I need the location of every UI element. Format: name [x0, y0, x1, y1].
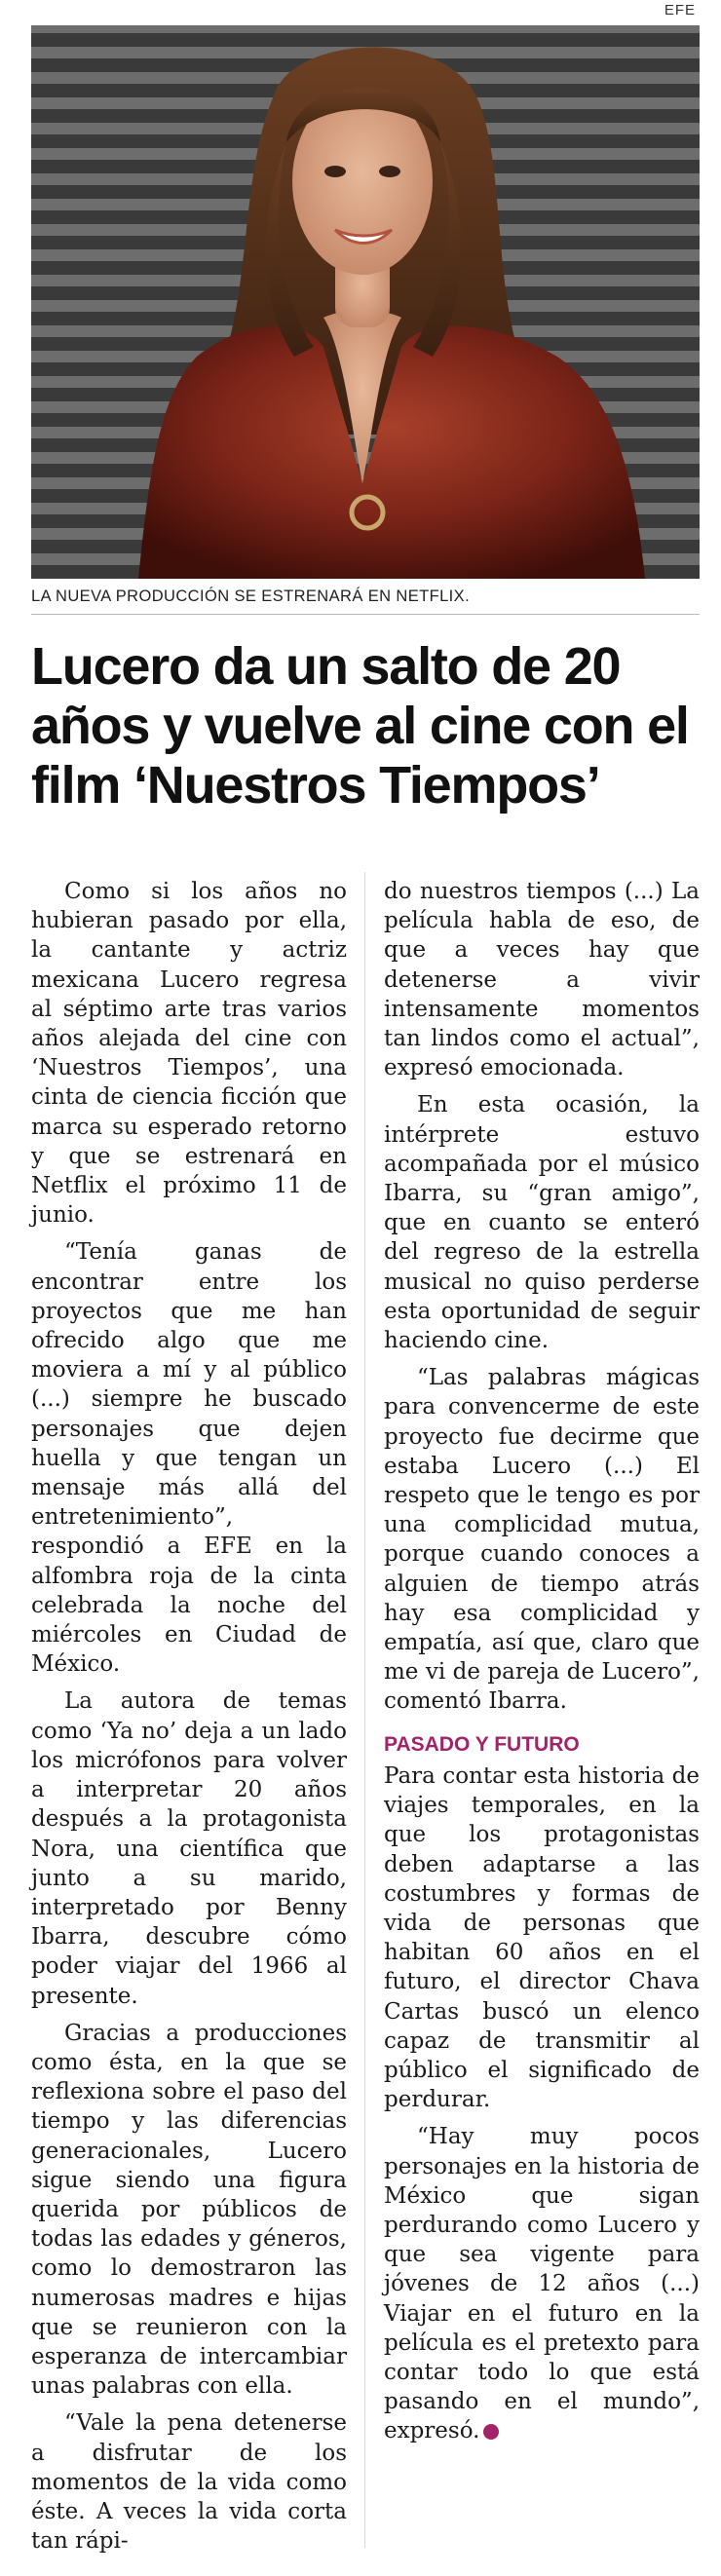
paragraph: En esta ocasión, la intérprete estuvo acompañada por el músico Ibarra, su “gran amigo”, que en cuanto se enteró del regreso de la estrella musical no quiso perderse esta oportunidad de seguir haciendo cine. [384, 1092, 700, 1354]
photo-caption: LA NUEVA PRODUCCIÓN SE ESTRENARÁ EN NETFLIX. [31, 587, 471, 605]
section-subhead: PASADO Y FUTURO [384, 1732, 580, 1756]
article-photo [31, 25, 700, 579]
paragraph: “Las palabras mágicas para convencerme de este proyecto fue decirme que estaba Lucero (...) El respeto que le tengo es por una complicidad mutua, porque cuando conoces a alguien de tiempo atrás hay esa complicidad y empatía, así que, claro que me vi de pareja de Lucero”, comentó Ibarra. [384, 1365, 700, 1715]
paragraph: “Tenía ganas de encontrar entre los proyectos que me han ofrecido algo que me moviera a mí y al público (...) siempre he buscado personajes que dejen huella y que tengan un mensaje más allá del entretenimiento”, respondió a EFE en la alfombra roja de la cinta celebrada la noche del miércoles en Ciudad de México. [31, 1239, 347, 1678]
article-column-left [31, 877, 347, 2563]
paragraph: La autora de temas como ‘Ya no’ deja a un lado los micrófonos para volver a interpretar 20 años después a la protagonista Nora, una científica que junto a su marido, interpretado por Benny Ibarra, descubre cómo poder viajar del 1966 al presente. [31, 1688, 347, 2009]
paragraph: Gracias a producciones como ésta, en la que se reflexiona sobre el paso del tiempo y las diferencias generacionales, Lucero sigue siendo una figura querida por públicos de todas las edades y géneros, como lo demostraron las numerosas madres e hijas que se reunieron con la esperanza de intercambiar unas palabras con ella. [31, 2020, 347, 2400]
caption-rule [31, 614, 700, 615]
paragraph [384, 2122, 700, 2445]
column-divider [364, 872, 365, 2548]
paragraph-text: “Hay muy pocos personajes en la historia de México que sigan perdurando como Lucero y que sea vigente para jóvenes de 12 años (...) Viajar en el futuro en la película es el pretexto para contar todo lo que está pasando en el mundo”, expresó. [384, 2124, 700, 2444]
paragraph: Como si los años no hubieran pasado por ella, la cantante y actriz mexicana Lucero regresa al séptimo arte tras varios años alejada del cine con ‘Nuestros Tiempos’, una cinta de ciencia ficción que marca su esperado retorno y que se estrenará en Netflix el próximo 11 de junio. [31, 879, 347, 1229]
paragraph: do nuestros tiempos (...) La película habla de eso, de que a veces hay que detenerse a vivir intensamente momentos tan lindos como el actual”, expresó emocionada. [384, 879, 700, 1081]
photo-credit: EFE [664, 2, 696, 19]
paragraph: “Vale la pena detenerse a disfrutar de los momentos de la vida como éste. A veces la vida corta tan rápi- [31, 2410, 347, 2555]
article-column-right [384, 877, 700, 2454]
article-headline: Lucero da un salto de 20 años y vuelve al cine con el film ‘Nuestros Tiempos’ [31, 637, 689, 814]
portrait-illustration [31, 25, 700, 579]
end-of-story-icon: ✪ [483, 2424, 499, 2440]
paragraph: Para contar esta historia de viajes temporales, en la que los protagonistas deben adaptarse a las costumbres y formas de vida de personas que habitan 60 años en el futuro, el director Chava Cartas buscó un elenco capaz de transmitir al público el significado de perdurar. [384, 1762, 700, 2113]
